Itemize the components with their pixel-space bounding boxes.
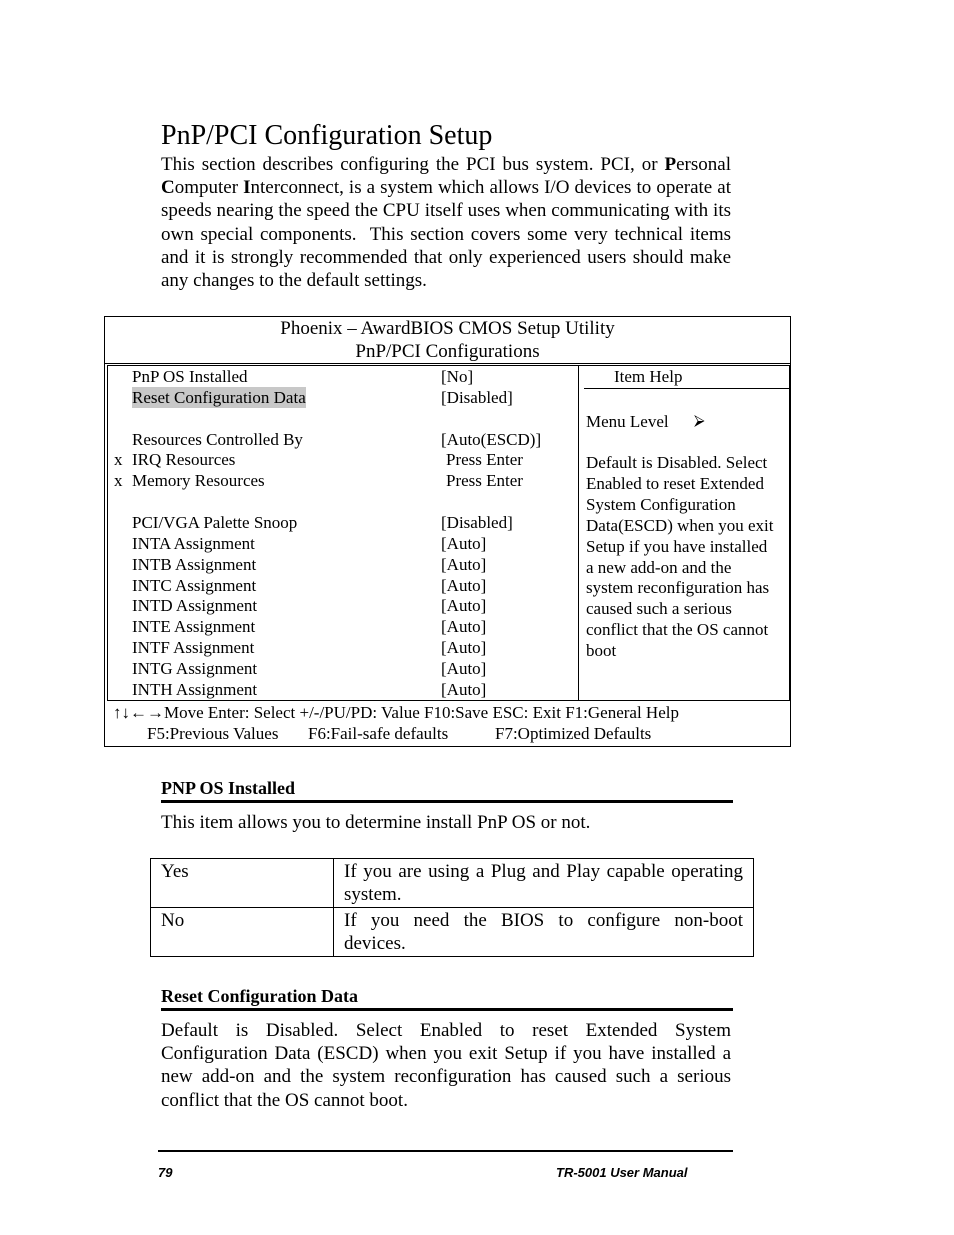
bios-title: Phoenix – AwardBIOS CMOS Setup Utility [280,318,615,339]
option-name: No [151,908,334,957]
bios-item-label: INTE Assignment [132,617,256,637]
options-table [150,858,754,957]
disabled-marker: x [114,471,123,491]
help-line: boot [586,641,617,661]
bios-item-label: Resources Controlled By [132,429,303,449]
bios-item-row[interactable] [108,512,576,533]
bios-item-row[interactable] [108,658,576,679]
bios-subtitle: PnP/PCI Configurations [355,341,540,362]
section-title: PnP/PCI Configuration Setup [161,120,493,151]
bios-item-label: INTF Assignment [132,638,255,658]
intro-paragraph: This section describes configuring the PCI bus system. PCI, or Personal Computer Interconnect, is a system which allows I/O devices to operate at speeds nearing the speed the CPU itself uses when communicating with its own special components. This section covers some very technical items and it is strongly recommended that only experienced users should make any changes to the default settings. [161,154,731,292]
bios-item-value: [Auto(ESCD)] [441,429,542,449]
bios-item-row[interactable] [108,595,576,616]
bios-item-row[interactable] [108,533,576,554]
option-description: If you are using a Plug and Play capable operating system. [334,859,754,908]
bios-item-value: [Auto] [441,658,487,678]
bios-item-value: [Auto] [441,617,487,637]
heading-rule [161,1008,733,1011]
disabled-marker: x [114,450,123,470]
bios-item-label: INTG Assignment [132,658,258,678]
item-help-rule [584,388,789,389]
bios-item-row [108,408,576,429]
bios-item-value: [Disabled] [441,512,513,532]
bios-item-row[interactable] [108,637,576,658]
pnp-os-heading: PNP OS Installed [161,778,296,798]
bios-item-row[interactable] [108,679,576,700]
option-name: Yes [151,859,334,908]
bios-item-value: Press Enter [446,471,523,491]
menu-level-label: Menu Level [586,412,669,431]
bios-item-row[interactable] [108,575,576,596]
bios-screen [104,316,791,747]
help-line: Enabled to reset Extended [586,473,764,493]
arrow-right-icon: ⮚ [694,413,705,429]
page-number: 79 [158,1165,173,1180]
bios-item-row[interactable] [108,470,576,491]
footer-rule [158,1150,733,1152]
option-row [151,908,754,957]
bios-item-row[interactable] [108,429,576,450]
bios-item-value: [Auto] [441,638,487,658]
heading-rule [161,800,733,803]
help-line: Default is Disabled. Select [586,453,768,472]
pnp-os-description: This item allows you to determine install PnP OS or not. [161,812,591,833]
item-help-text [586,453,789,662]
bios-key-legend: ↑↓←→Move Enter: Select +/-/PU/PD: Value F10:Save ESC: Exit F1:General Help [113,703,679,722]
bios-item-label: PCI/VGA Palette Snoop [132,512,298,532]
bios-body [107,365,790,701]
help-line: System Configuration [586,494,736,514]
bios-item-value: [No] [441,367,474,386]
bios-item-value: [Auto] [441,533,487,553]
f6-key-hint: F6:Fail-safe defaults [308,724,449,743]
option-row [151,859,754,908]
bios-item-label: Memory Resources [132,471,265,491]
bios-item-row [108,491,576,512]
bios-item-row[interactable] [108,616,576,637]
bios-header [105,317,790,364]
f7-key-hint: F7:Optimized Defaults [495,724,652,743]
bios-item-row[interactable] [108,554,576,575]
bios-item-label: INTH Assignment [132,679,258,699]
bios-item-label: Reset Configuration Data [132,387,306,407]
f5-key-hint: F5:Previous Values [147,724,279,743]
item-help-title: Item Help [614,367,683,386]
help-line: a new add-on and the [586,557,732,577]
help-line: conflict that the OS cannot [586,620,769,640]
bios-item-value: Press Enter [446,450,523,470]
bios-item-label: INTB Assignment [132,554,257,574]
bios-item-value: [Auto] [441,575,487,595]
bios-item-label: PnP OS Installed [132,367,248,386]
bios-item-row[interactable] [108,366,576,387]
help-line: Setup if you have installed [586,536,768,556]
bios-item-row[interactable] [108,449,576,470]
bios-item-value: [Auto] [441,596,487,616]
reset-config-paragraph: Default is Disabled. Select Enabled to reset Extended System Configuration Data (ESCD) when you exit Setup if you have installed a new add-on and the system reconfiguration has caused such a serious conflict that the OS cannot boot. [161,1020,731,1111]
bios-item-value: [Auto] [441,679,487,699]
bios-item-label: IRQ Resources [132,450,236,470]
bios-item-value: [Disabled] [441,387,513,407]
bios-item-value: [Auto] [441,554,487,574]
help-line: system reconfiguration has [586,578,770,598]
bios-panel-divider [578,366,579,700]
bios-item-row[interactable] [108,387,576,408]
bios-item-label: INTA Assignment [132,533,255,553]
option-description: If you need the BIOS to configure non-boot devices. [334,908,754,957]
manual-title: TR-5001 User Manual [556,1165,688,1180]
help-line: Data(ESCD) when you exit [586,515,774,535]
help-line: caused such a serious [586,599,732,619]
bios-item-label: INTC Assignment [132,575,257,595]
bios-item-label: INTD Assignment [132,596,258,616]
reset-config-heading: Reset Configuration Data [161,986,358,1006]
